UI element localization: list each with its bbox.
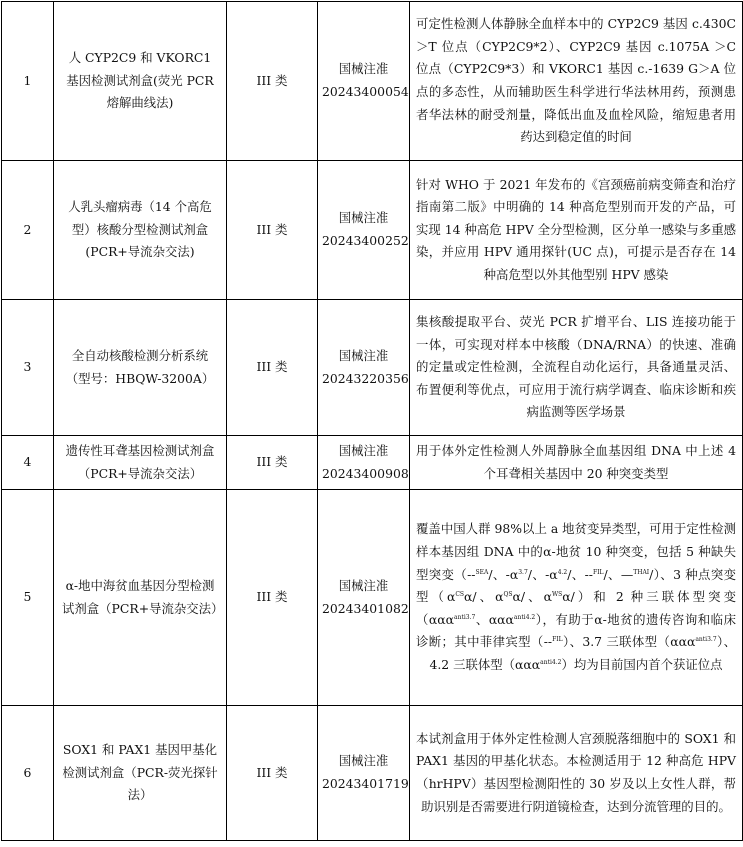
registration-prefix: 国械注准 <box>338 61 389 77</box>
product-description: 针对 WHO 于 2021 年发布的《宫颈癌前病变筛查和治疗指南第二版》中明确的 14 种高危型别而开发的产品，可实现 14 种高危 HPV 全分型检测，区分单一感染与多重感染，并应用 HPV 通用探针(UC 点)，可提示是否存在 14 种高危型以外其他型别 HPV 感染 <box>410 161 743 300</box>
registration-prefix: 国械注准 <box>338 210 389 226</box>
table-row <box>2 161 743 300</box>
desc-text: ），有助于α-地贫的遗传咨询和临床诊断；其中菲律宾型（-- <box>416 611 736 650</box>
product-name: 遗传性耳聋基因检测试剂盒（PCR+导流杂交法） <box>54 436 227 490</box>
desc-superscript: FIL <box>552 636 563 644</box>
product-name: 人乳头瘤病毒（14 个高危型）核酸分型检测试剂盒(PCR+导流杂交法) <box>54 161 227 300</box>
registration-number <box>318 706 410 841</box>
registration-number <box>318 2 410 161</box>
registration-number <box>318 300 410 436</box>
registration-number <box>318 490 410 706</box>
registration-number <box>318 436 410 490</box>
device-class: III 类 <box>227 706 318 841</box>
desc-superscript: anti4.2 <box>540 658 562 666</box>
table-row <box>2 2 743 161</box>
product-description: 本试剂盒用于体外定性检测人宫颈脱落细胞中的 SOX1 和 PAX1 基因的甲基化状态。本检测适用于 12 种高危 HPV（hrHPV）基因型检测阳性的 30 岁及以上女性人群，帮助识别是否需要进行阴道镜检查，达到分流管理的目的。 <box>410 706 743 841</box>
device-class: III 类 <box>227 490 318 706</box>
product-name: SOX1 和 PAX1 基因甲基化检测试剂盒（PCR-荧光探针法） <box>54 706 227 841</box>
device-class: III 类 <box>227 436 318 490</box>
product-description: 可定性检测人体静脉全血样本中的 CYP2C9 基因 c.430C＞T 位点（CYP2C9*2）、CYP2C9 基因 c.1075A ＞C 位点（CYP2C9*3）和 VKORC1 基因 c.-1639 G＞A 位点的多态性，从而辅助医生科学进行华法林用药，预测患者华法林的耐受剂量，降低出血及血栓风险，缩短患者用药达到稳定值的时间 <box>410 2 743 161</box>
desc-text: /）、3 种点突变型（α <box>416 566 737 605</box>
row-number: 4 <box>2 436 54 490</box>
desc-text: 、ααα <box>475 611 514 627</box>
desc-text: ）均为目前国内首个获证位点 <box>561 656 723 672</box>
product-description: 用于体外定性检测人外周静脉全血基因组 DNA 中上述 4 个耳聋相关基因中 20 种突变类型 <box>410 436 743 490</box>
desc-text: α/、α <box>464 589 504 605</box>
product-description <box>410 490 743 706</box>
device-class: III 类 <box>227 2 318 161</box>
product-description: 集核酸提取平台、荧光 PCR 扩增平台、LIS 连接功能于一体，可实现对样本中核酸（DNA/RNA）的快速、准确的定量或定性检测，全流程自动化运行，具备通量灵活、布置便利等优点，可应用于流行病学调查、临床诊断和疾病监测等医学场景 <box>410 300 743 436</box>
desc-superscript: FIL <box>592 568 604 576</box>
desc-superscript: anti3.7 <box>454 613 476 621</box>
registration-code: 20243401719 <box>322 776 409 791</box>
table-row <box>2 706 743 841</box>
desc-text: /、-α <box>488 566 519 582</box>
registration-prefix: 国械注准 <box>338 577 389 593</box>
row-number: 5 <box>2 490 54 706</box>
desc-text: α/、α <box>512 589 552 605</box>
desc-text: ）、3.7 三联体型（ααα <box>562 634 696 650</box>
desc-superscript: anti3.7 <box>695 636 717 644</box>
desc-text: /、— <box>603 566 634 582</box>
desc-text: α/）和 2 种三联体型突变（ααα <box>416 589 736 627</box>
desc-superscript: THAI <box>633 568 650 576</box>
desc-superscript: 3.7 <box>518 568 528 576</box>
desc-text: /、-α <box>527 566 558 582</box>
product-name: 人 CYP2C9 和 VKORC1 基因检测试剂盒(荧光 PCR 熔解曲线法) <box>54 2 227 161</box>
desc-text: /、-- <box>567 566 593 582</box>
product-name: α-地中海贫血基因分型检测试剂盒（PCR+导流杂交法） <box>54 490 227 706</box>
registration-code: 20243400908 <box>322 465 409 481</box>
desc-superscript: SEA <box>475 568 489 576</box>
registration-code: 20243401082 <box>322 600 409 616</box>
desc-superscript: CS <box>455 591 465 599</box>
registration-code: 20243400252 <box>322 233 409 248</box>
row-number: 2 <box>2 161 54 300</box>
row-number: 6 <box>2 706 54 841</box>
desc-text: ）、4.2 三联体型（ααα <box>429 634 736 672</box>
registration-prefix: 国械注准 <box>338 442 389 458</box>
desc-superscript: QS <box>503 591 513 599</box>
registration-code: 20243220356 <box>322 370 409 386</box>
product-name: 全自动核酸检测分析系统（型号：HBQW-3200A） <box>54 300 227 436</box>
registration-prefix: 国械注准 <box>338 753 389 769</box>
registration-code: 20243400054 <box>322 84 409 99</box>
registration-table <box>1 1 743 841</box>
desc-text: 覆盖中国人群 98%以上 a 地贫变异类型，可用于定性检测样本基因组 DNA 中的α-地贫 10 种突变，包括 5 种缺失型突变（-- <box>416 521 736 582</box>
desc-superscript: WS <box>551 591 563 599</box>
row-number: 1 <box>2 2 54 161</box>
desc-superscript: anti4.2 <box>513 613 536 621</box>
table-row <box>2 300 743 436</box>
device-class: III 类 <box>227 300 318 436</box>
registration-prefix: 国械注准 <box>338 347 389 363</box>
device-class: III 类 <box>227 161 318 300</box>
table-row <box>2 490 743 706</box>
desc-superscript: 4.2 <box>557 568 568 576</box>
registration-number <box>318 161 410 300</box>
row-number: 3 <box>2 300 54 436</box>
table-row <box>2 436 743 490</box>
